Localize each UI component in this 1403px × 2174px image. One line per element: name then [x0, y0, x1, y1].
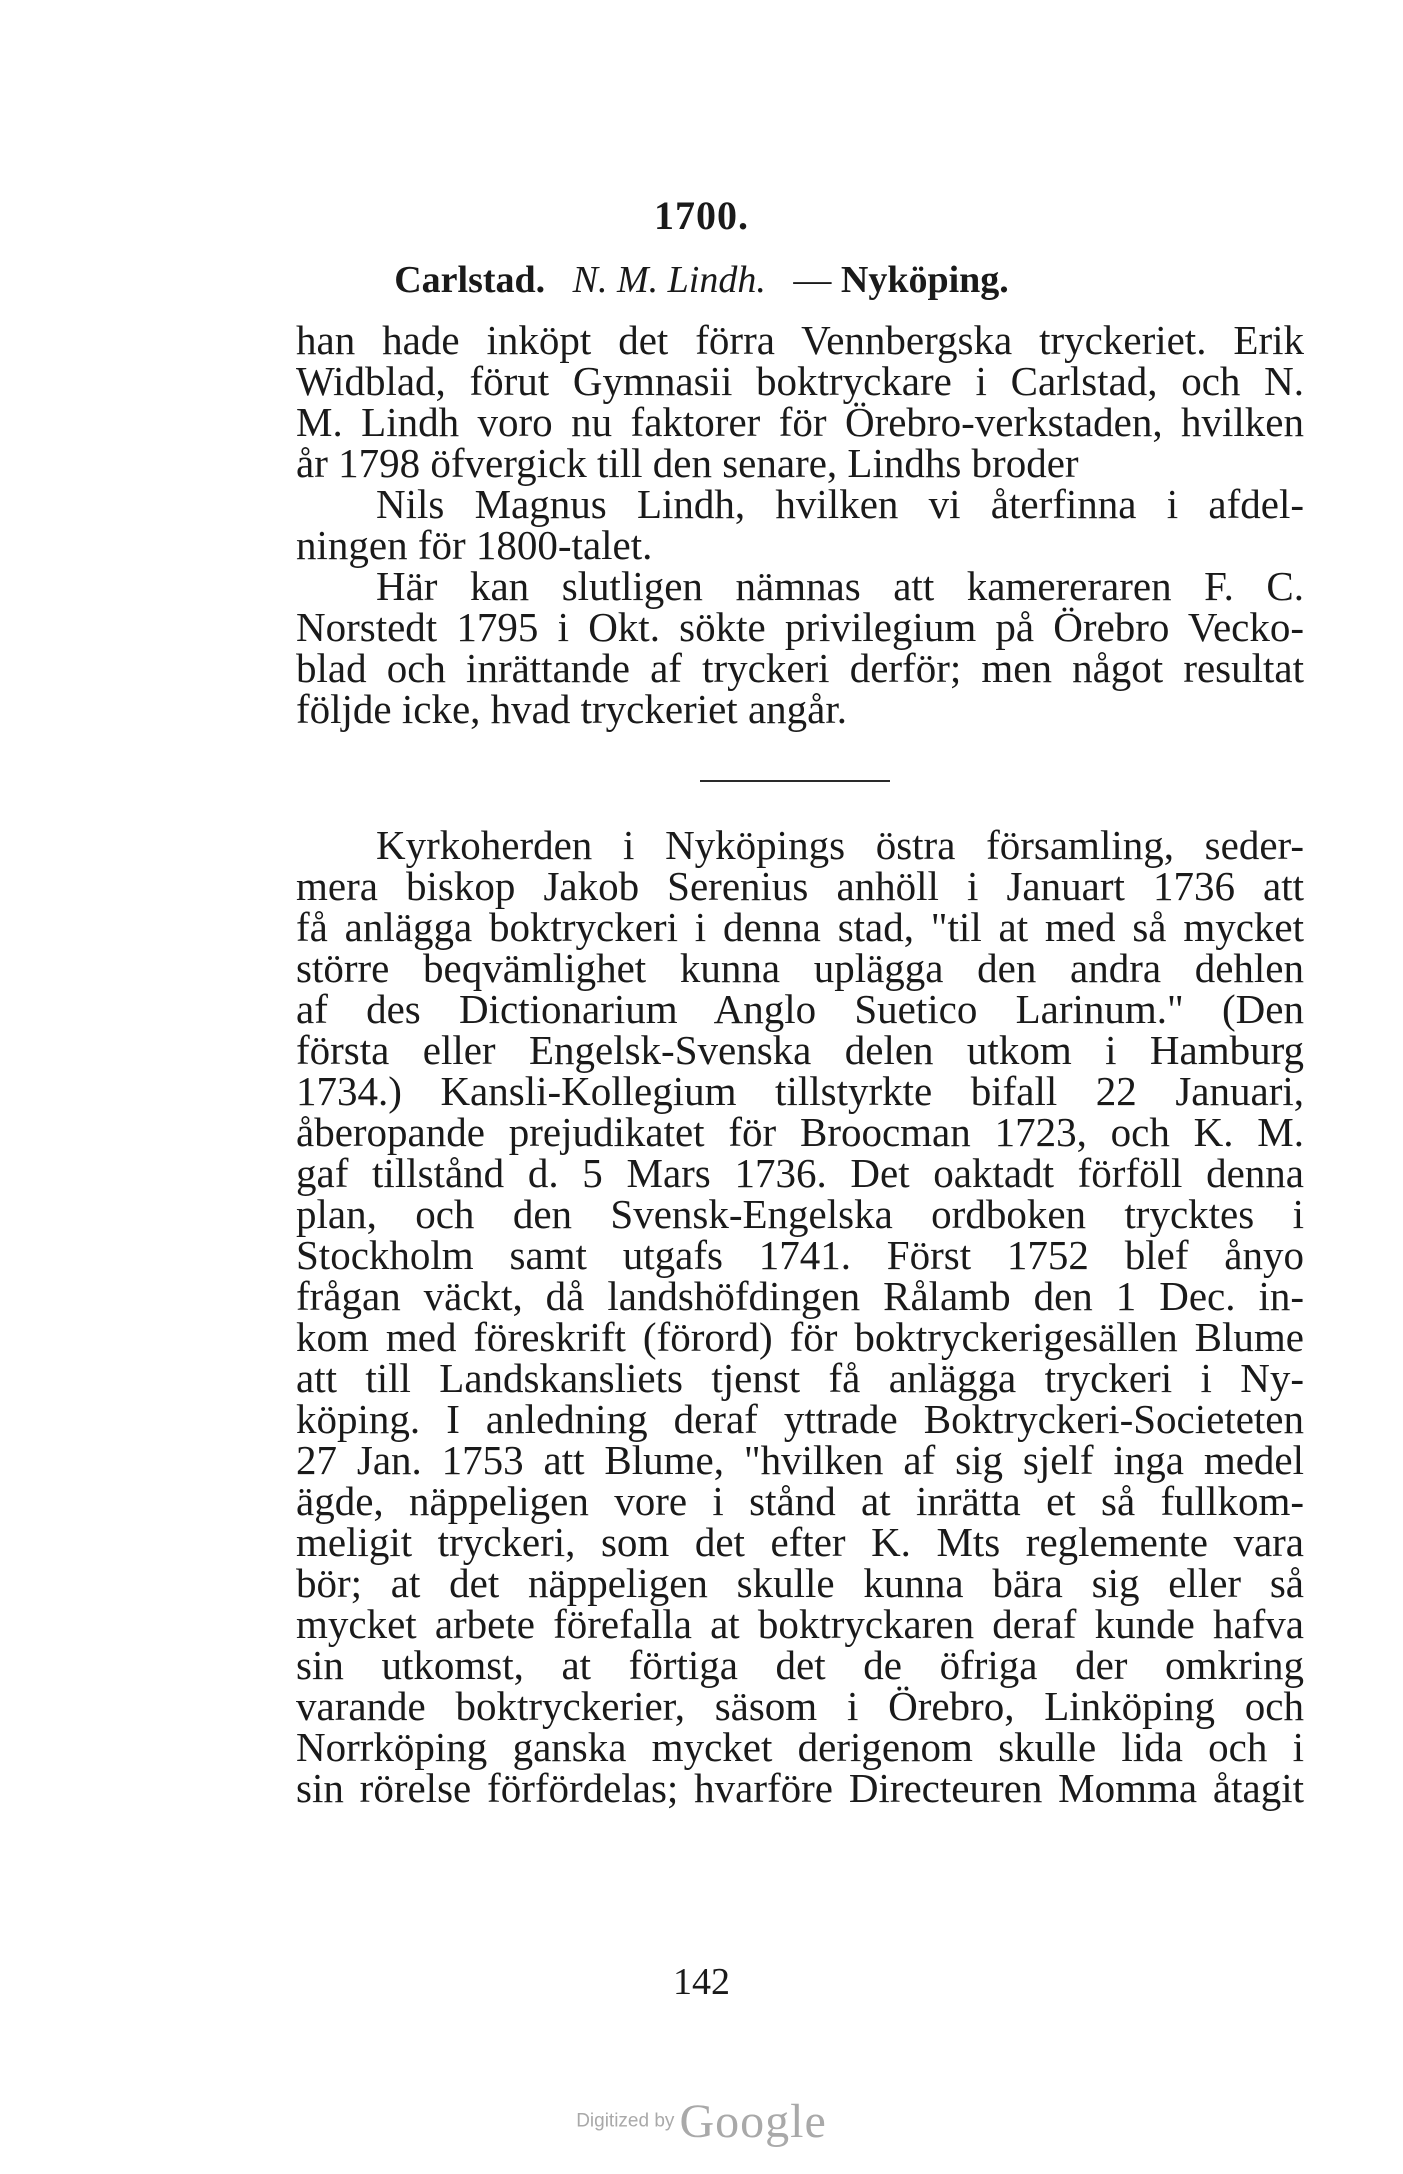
text-line: 27 Jan. 1753 att Blume, "hvilken af sig sjelf inga medel — [296, 1437, 1304, 1483]
text-line: Norstedt 1795 i Okt. sökte privilegium på Örebro Vecko- — [296, 604, 1304, 650]
paragraph-carlstad — [296, 317, 1304, 732]
digitized-watermark — [0, 2094, 1403, 2149]
text-line: att till Landskansliets tjenst få anlägga tryckeri i Ny- — [296, 1355, 1304, 1401]
text-line: varande boktryckerier, säsom i Örebro, Linköping och — [296, 1683, 1304, 1729]
running-head-separator: — — [793, 259, 832, 301]
text-line: 1734.) Kansli-Kollegium tillstyrkte bifall 22 Januari, — [296, 1068, 1304, 1114]
running-head — [0, 258, 1403, 302]
text-line: mera biskop Jakob Serenius anhöll i Januart 1736 att — [296, 863, 1304, 909]
text-line: han hade inköpt det förra Vennbergska tryckeriet. Erik — [296, 317, 1304, 363]
text-line: första eller Engelsk-Svenska delen utkom i Hamburg — [296, 1027, 1304, 1073]
text-line: blad och inrättande af tryckeri derför; men något resultat — [296, 645, 1304, 691]
text-line: få anlägga boktryckeri i denna stad, "til at med så mycket — [296, 904, 1304, 950]
text-line: följde icke, hvad tryckeriet angår. — [296, 686, 847, 732]
text-line: åberopande prejudikatet för Broocman 1723, och K. M. — [296, 1109, 1304, 1155]
text-line: Nils Magnus Lindh, hvilken vi återfinna i afdel- — [376, 481, 1304, 527]
text-line: gaf tillstånd d. 5 Mars 1736. Det oaktadt förföll denna — [296, 1150, 1304, 1196]
watermark-brand: Google — [679, 2095, 827, 2148]
text-line: köping. I anledning deraf yttrade Boktryckeri-Societeten — [296, 1396, 1304, 1442]
text-line: kom med föreskrift (förord) för boktryckerigesällen Blume — [296, 1314, 1304, 1360]
text-line: plan, och den Svensk-Engelska ordboken trycktes i — [296, 1191, 1304, 1237]
text-line: Norrköping ganska mycket derigenom skulle lida och i — [296, 1724, 1304, 1770]
text-line: Widblad, förut Gymnasii boktryckare i Carlstad, och N. — [296, 358, 1304, 404]
text-line: Kyrkoherden i Nyköpings östra församling, seder- — [376, 822, 1304, 868]
text-line: större beqvämlighet kunna uplägga den andra dehlen — [296, 945, 1304, 991]
text-line: mycket arbete förefalla at boktryckaren deraf kunde hafva — [296, 1601, 1304, 1647]
page-year-heading: 1700. — [654, 193, 749, 238]
text-line: Här kan slutligen nämnas att kamereraren F. C. — [376, 563, 1304, 609]
text-line: Stockholm samt utgafs 1741. Först 1752 blef ånyo — [296, 1232, 1304, 1278]
watermark-prefix: Digitized by — [576, 2110, 675, 2132]
text-line: sin rörelse förfördelas; hvarföre Directeuren Momma åtagit — [296, 1765, 1304, 1811]
text-line: ägde, näppeligen vore i stånd at inrätta et så fullkom- — [296, 1478, 1304, 1524]
text-line: af des Dictionarium Anglo Suetico Larinum." (Den — [296, 986, 1304, 1032]
text-line: meligit tryckeri, som det efter K. Mts reglemente vara — [296, 1519, 1304, 1565]
page-number: 142 — [673, 1961, 730, 2003]
paragraph-nykoping — [296, 822, 1304, 1811]
text-line: M. Lindh voro nu faktorer för Örebro-verkstaden, hvilken — [296, 399, 1304, 445]
text-line: ningen för 1800-talet. — [296, 522, 653, 568]
text-line: frågan väckt, då landshöfdingen Rålamb den 1 Dec. in- — [296, 1273, 1304, 1319]
text-line: år 1798 öfvergick till den senare, Lindhs broder — [296, 440, 1079, 486]
section-divider — [700, 780, 890, 782]
running-head-printer: N. M. Lindh. — [572, 259, 766, 301]
running-head-place: Carlstad. — [394, 259, 546, 301]
running-head-next-place: Nyköping. — [840, 259, 1009, 301]
text-line: sin utkomst, at förtiga det de öfriga der omkring — [296, 1642, 1304, 1688]
text-line: bör; at det näppeligen skulle kunna bära sig eller så — [296, 1560, 1304, 1606]
